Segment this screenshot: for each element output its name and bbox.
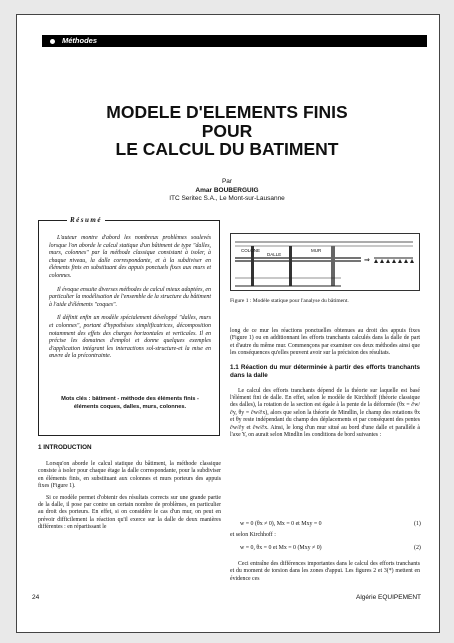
left-column bbox=[38, 444, 221, 536]
abstract-body bbox=[49, 235, 211, 367]
byline bbox=[0, 178, 454, 204]
equation-1: w = 0 (θx ≠ 0), Mx = 0 et Mxy = 0 bbox=[240, 521, 322, 527]
title-line-1: MODELE D'ELEMENTS FINIS bbox=[106, 102, 348, 122]
right-column bbox=[230, 328, 420, 443]
body-paragraph: Le calcul des efforts tranchants dépend de la théorie sur laquelle est basé l'élément fini de dalle. En effet, selon le modèle de Kirchhoff (théorie classique des dalles), la rotation de la section est égale à la pente de la déformée (θx = ∂w/∂y, θy = ∂w/∂x), alors que selon la théorie de Mindlin, le champ des rotations θx et θy reste indépendant du champ des déplacements et par conséquent des pentes ∂w/∂y et ∂w/∂x. Ainsi, le long d'un mur situé au bord d'une dalle et parallèle à l'axe Y, on aurait selon Mindlin les conditions de bord suivantes : bbox=[230, 387, 420, 439]
title-line-3: LE CALCUL DU BATIMENT bbox=[115, 139, 339, 159]
figure-label-dalle: DALLE bbox=[267, 252, 282, 257]
title-line-2: POUR bbox=[201, 120, 253, 141]
figure-label-colonne: COLONE bbox=[241, 248, 261, 253]
structure-drawing bbox=[231, 234, 419, 290]
author-name: Amar BOUBERGUIG bbox=[195, 186, 259, 194]
abstract-paragraph: Il définit enfin un modèle spécialement développé "dalles, murs et colonnes", portant d'hypothèses simplificatrices, décomposition notamment des effets des charges horizontales et verticales. Il en précise les domaines d'emploi et donne quelques exemples d'application intégrant les interactions sol-structure-et la mise en œuvre de la précontrainte. bbox=[49, 315, 211, 360]
abstract-paragraph: L'auteur montre d'abord les nombreux problèmes soulevés lorsque l'on aborde le calcul statique d'un bâtiment de type "dalles, murs, colonnes" par la méthode classique consistant à isoler, à chaque niveau, la dalle correspondante, et à la subdiviser en éléments finis en substituant des appuis ponctuels fixes aux murs et colonnes. bbox=[49, 235, 211, 279]
article-title bbox=[0, 103, 454, 159]
page-number: 24 bbox=[32, 594, 40, 601]
section-label: Méthodes bbox=[62, 36, 98, 45]
abstract-paragraph: Il évoque ensuite diverses méthodes de calcul mieux adaptées, en particulier la modélisation de l'ensemble de la structure du bâtiment à l'aide d'éléments "coques". bbox=[49, 286, 211, 308]
figure-1-diagram bbox=[230, 233, 420, 291]
bullet-icon bbox=[50, 39, 55, 44]
figure-label-mur: MUR bbox=[311, 248, 322, 253]
body-paragraph: long de ce mur les réactions ponctuelles obtenues au droit des appuis fixes (Figure 1) ou en additionnant les efforts tranchants calculés dans la dalle de part et d'autre du même mur. Commençons par examiner ces deux méthodes ainsi que les conséquences qu'elles peuvent avoir sur la précision des résultats. bbox=[230, 328, 420, 357]
journal-name: Algérie EQUIPEMENT bbox=[356, 594, 422, 601]
equation-1-number: (1) bbox=[414, 521, 421, 527]
author-affiliation: ITC Seritec S.A., Le Mont-sur-Lausanne bbox=[169, 195, 285, 202]
svg-text:⇒: ⇒ bbox=[364, 256, 370, 264]
kirchhoff-intro: et selon Kirchhoff : bbox=[230, 532, 276, 538]
intro-paragraph: Si ce modèle permet d'obtenir des résultats corrects sur une grande partie de la dalle, il pose par contre un certain nombre de problèmes, en particulier au droit des porteurs. En effet, si on considère le cas d'un mur, on peut en prévoir difficilement la réaction qu'il exerce sur la dalle de deux manières différentes : en répartissant le bbox=[38, 494, 221, 531]
equation-2-number: (2) bbox=[414, 545, 421, 551]
abstract-box bbox=[38, 216, 220, 436]
right-column-end bbox=[230, 561, 420, 587]
section-banner bbox=[42, 35, 427, 47]
byline-par: Par bbox=[221, 178, 233, 185]
abstract-title: Résumé bbox=[67, 216, 105, 224]
equation-2: w = 0, θx = 0 et Mx = 0 (Mxy ≠ 0) bbox=[240, 545, 322, 551]
intro-heading: 1 INTRODUCTION bbox=[38, 444, 92, 451]
figure-caption: Figure 1 : Modèle statique pour l'analyse du bâtiment. bbox=[230, 298, 349, 304]
keywords: Mots clés : bâtiment - méthode des éléments finis - éléments coques, dalles, murs, colonnes. bbox=[61, 396, 199, 410]
subsection-heading: 1.1 Réaction du mur déterminée à partir des efforts tranchants dans la dalle bbox=[230, 363, 420, 379]
body-paragraph: Ceci entraîne des différences importantes dans le calcul des efforts tranchants et du moment de torsion dans les zones d'appui. Les figures 2 et 3(*) mettent en évidence ces bbox=[230, 561, 420, 582]
intro-paragraph: Lorsqu'on aborde le calcul statique du bâtiment, la méthode classique consiste à isoler pour chaque étage la dalle correspondante, pour la subdiviser en éléments finis, en substituant aux colonnes et murs porteurs des appuis fixes (Figure 1). bbox=[38, 461, 221, 490]
